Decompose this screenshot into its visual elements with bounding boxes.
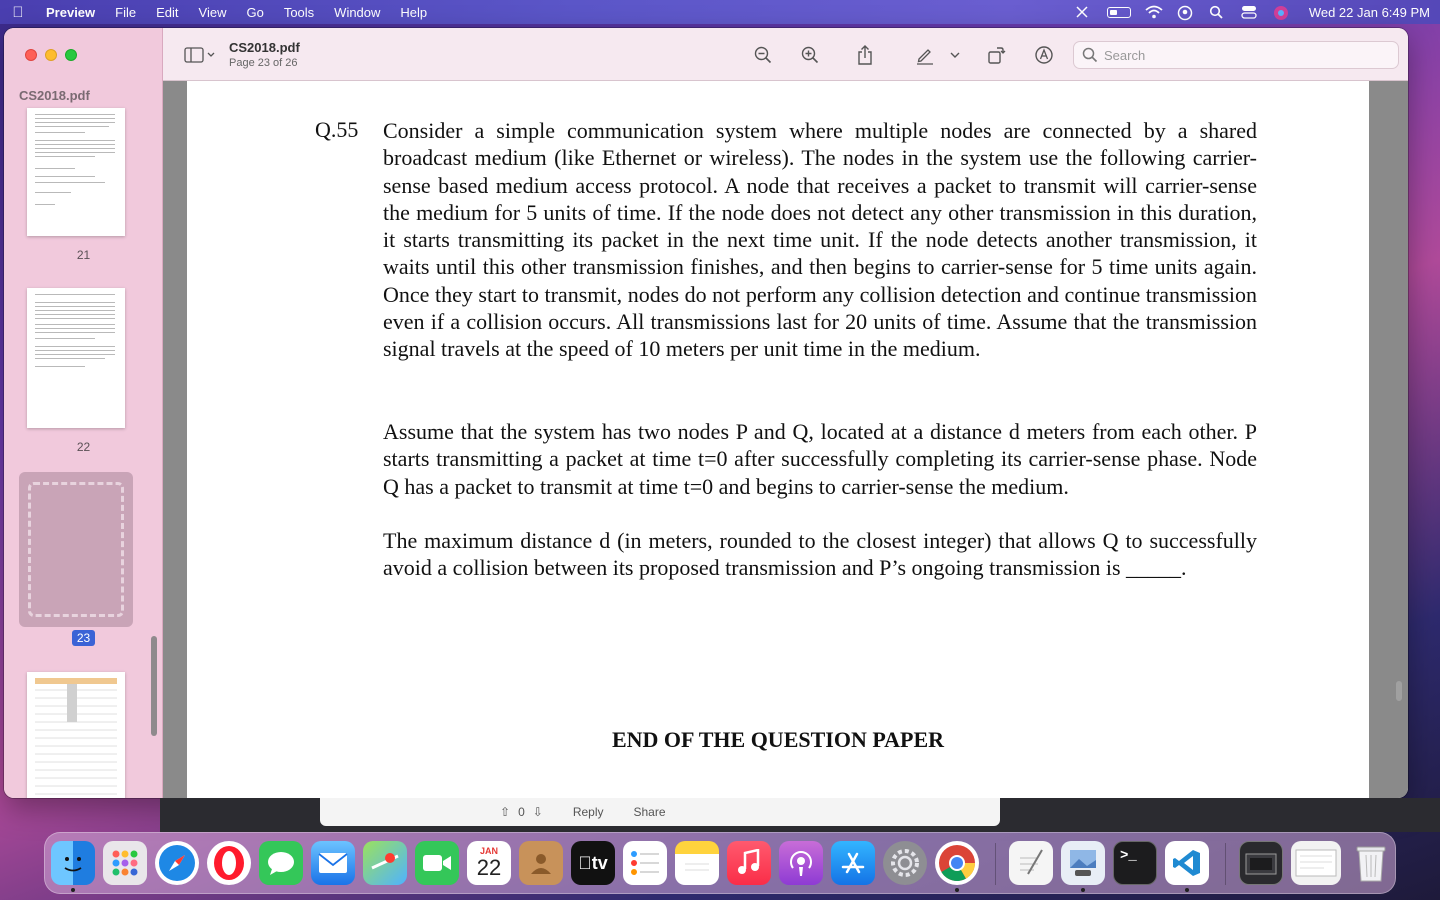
dock-opera[interactable] — [207, 841, 251, 885]
calendar-day: 22 — [476, 855, 502, 880]
dock-reminders[interactable] — [623, 841, 667, 885]
facetime-icon — [422, 853, 452, 873]
page-indicator: Page 23 of 26 — [229, 57, 298, 69]
dock — [44, 832, 1396, 894]
dock-trash[interactable] — [1349, 841, 1393, 885]
question-paragraph-2: Assume that the system has two nodes P and Q, located at a distance d meters from each other. P starts transmitting a packet at time t=0 after successfully completing its carrier-sense phase. Node Q has a packet to transmit at time t=0 and begins to carrier-sense the medium. — [383, 419, 1257, 499]
thumbnail-page-21[interactable] — [27, 108, 125, 236]
dock-mail[interactable] — [311, 841, 355, 885]
preview-icon — [1067, 848, 1099, 878]
dock-facetime[interactable] — [415, 841, 459, 885]
sidebar-title: CS2018.pdf — [19, 88, 90, 103]
launchpad-icon — [111, 849, 139, 877]
dock-launchpad[interactable] — [103, 841, 147, 885]
dock-separator — [1225, 843, 1226, 885]
vscode-icon — [1172, 848, 1202, 878]
dock-messages[interactable] — [259, 841, 303, 885]
user-icon[interactable] — [1177, 5, 1195, 19]
dock-app-store[interactable] — [831, 841, 875, 885]
battery-icon[interactable] — [1107, 7, 1131, 18]
apple-menu-icon[interactable] — [0, 4, 36, 21]
opera-icon — [209, 843, 249, 883]
notes-icon — [682, 848, 712, 878]
table-thumbnail — [27, 672, 125, 798]
menu-window[interactable]: Window — [334, 4, 381, 20]
app-store-icon — [839, 849, 867, 877]
search-placeholder: Search — [1104, 47, 1146, 63]
minimize-button[interactable] — [45, 49, 57, 61]
spotlight-icon[interactable] — [1209, 5, 1227, 19]
thumbnail-label-22: 22 — [76, 440, 91, 454]
siri-icon[interactable] — [1273, 5, 1291, 19]
question-paragraph-3: The maximum distance d (in meters, rounded to the closest integer) that allows Q to successfully avoid a collision between its proposed transmission and P’s ongoing transmission is _____. — [383, 528, 1257, 581]
annotate-button[interactable] — [1032, 43, 1056, 67]
dock-podcasts[interactable] — [779, 841, 823, 885]
apple-tv-icon — [578, 853, 592, 874]
zoom-button[interactable] — [65, 49, 77, 61]
app-status-icon[interactable] — [1075, 5, 1093, 19]
sidebar-toggle-button[interactable] — [183, 43, 217, 67]
menu-file[interactable]: File — [115, 4, 137, 20]
dock-safari[interactable] — [155, 841, 199, 885]
pen-icon — [915, 45, 935, 65]
thumbnail-page-24[interactable] — [27, 672, 125, 798]
dock-music[interactable] — [727, 841, 771, 885]
music-icon — [736, 849, 762, 877]
share-link[interactable]: Share — [633, 805, 666, 819]
menu-bar — [0, 0, 1440, 24]
dock-notes[interactable] — [675, 841, 719, 885]
running-indicator — [955, 888, 959, 892]
chrome-icon — [937, 843, 977, 883]
search-icon — [1082, 47, 1098, 63]
thumbnail-page-23[interactable] — [19, 472, 133, 627]
dock-vscode[interactable] — [1165, 841, 1209, 885]
reminders-icon — [629, 848, 661, 878]
dock-screenshot-stack[interactable] — [1291, 841, 1341, 885]
zoom-out-icon — [754, 46, 772, 64]
dock-maps[interactable] — [363, 841, 407, 885]
annotate-icon — [1034, 45, 1054, 65]
document-scrollbar[interactable] — [1396, 681, 1402, 701]
question-paragraph-1: Consider a simple communication system where multiple nodes are connected by a shared broadcast medium (like Ethernet or wireless). The nodes in the system use the following carrier-sense based medium access protocol. A node that receives a packet to transmit will carrier-sense the medium for 5 units of time. If the node does not detect any other transmission in this duration, it starts transmitting its packet in the next time unit. If the node detects another transmission, it waits until this other transmission finishes, and then begins to carrier-sense for 5 time units again. Once they start to transmit, nodes do not perform any collision detection and continue transmission even if a collision occurs. All transmissions last for 20 units of time. Assume that the transmission signal travels at the speed of 10 meters per unit time in the medium. — [383, 118, 1257, 362]
sidebar-icon — [184, 46, 216, 64]
dock-contacts[interactable] — [519, 841, 563, 885]
podcasts-icon — [786, 848, 816, 878]
document-title: CS2018.pdf — [229, 40, 300, 55]
wifi-icon[interactable] — [1145, 5, 1163, 19]
dock-tv[interactable] — [571, 841, 615, 885]
dock-chrome[interactable] — [935, 841, 979, 885]
textedit-icon — [1016, 848, 1046, 878]
zoom-in-button[interactable] — [798, 43, 822, 67]
question-number: Q.55 — [315, 117, 359, 142]
menu-help[interactable]: Help — [400, 4, 428, 20]
dock-system-preferences[interactable] — [883, 841, 927, 885]
messages-icon — [266, 850, 296, 876]
thumbnail-label-21: 21 — [76, 248, 91, 262]
contacts-icon — [526, 848, 556, 878]
vote-count: 0 — [518, 805, 525, 819]
control-center-icon[interactable] — [1241, 5, 1259, 19]
rotate-icon — [986, 45, 1006, 65]
maps-icon — [370, 848, 400, 878]
safari-icon — [157, 843, 197, 883]
running-indicator — [1081, 888, 1085, 892]
screenshot-icon — [1294, 848, 1338, 878]
dock-terminal[interactable] — [1113, 841, 1157, 885]
background-window-toolbar — [320, 798, 1000, 826]
finder-icon — [58, 848, 88, 878]
downvote-icon[interactable]: ⇩ — [532, 805, 543, 819]
toolbar — [163, 28, 1408, 81]
document-view[interactable] — [163, 81, 1408, 798]
gear-icon — [887, 845, 923, 881]
close-button[interactable] — [25, 49, 37, 61]
sidebar-scrollbar[interactable] — [151, 636, 157, 736]
markup-dropdown[interactable] — [948, 43, 962, 67]
thumbnail-placeholder — [28, 482, 124, 617]
mail-icon — [318, 852, 348, 874]
share-icon — [857, 45, 873, 65]
running-indicator — [71, 888, 75, 892]
rotate-button[interactable] — [984, 43, 1008, 67]
window-controls — [25, 49, 77, 61]
dock-textedit[interactable] — [1009, 841, 1053, 885]
calendar-month: JAN — [479, 846, 498, 856]
running-indicator — [1185, 888, 1189, 892]
reply-link[interactable]: Reply — [572, 805, 604, 819]
menu-edit[interactable]: Edit — [156, 4, 179, 20]
zoom-out-button[interactable] — [751, 43, 775, 67]
background-window — [160, 798, 1440, 832]
thumbnail-sidebar — [4, 28, 163, 798]
markup-button[interactable] — [913, 43, 937, 67]
dock-preview[interactable] — [1061, 841, 1105, 885]
chevron-down-icon — [950, 51, 960, 59]
thumbnail-page-22[interactable] — [27, 288, 125, 428]
menu-app-name[interactable]: Preview — [46, 4, 96, 20]
menu-view[interactable]: View — [198, 4, 227, 20]
menu-tools[interactable]: Tools — [283, 4, 315, 20]
dock-finder[interactable] — [51, 841, 95, 885]
share-button[interactable] — [853, 43, 877, 67]
end-of-paper: END OF THE QUESTION PAPER — [611, 727, 945, 752]
dock-downloads-stack[interactable] — [1239, 841, 1283, 885]
dock-calendar[interactable] — [467, 841, 511, 885]
dock-separator — [995, 843, 996, 885]
upvote-icon[interactable]: ⇧ — [500, 805, 511, 819]
clock[interactable]: Wed 22 Jan 6:49 PM — [1308, 4, 1430, 20]
zoom-in-icon — [801, 46, 819, 64]
terminal-icon: >_ — [1120, 848, 1137, 864]
trash-icon — [1355, 843, 1387, 883]
preview-window — [4, 28, 1408, 798]
folder-stack-icon — [1244, 850, 1278, 876]
tv-label: tv — [584, 852, 601, 873]
pdf-page-23 — [187, 81, 1369, 798]
thumbnail-label-23: 23 — [4, 631, 163, 645]
search-field[interactable] — [1073, 41, 1399, 69]
menu-go[interactable]: Go — [246, 4, 264, 20]
